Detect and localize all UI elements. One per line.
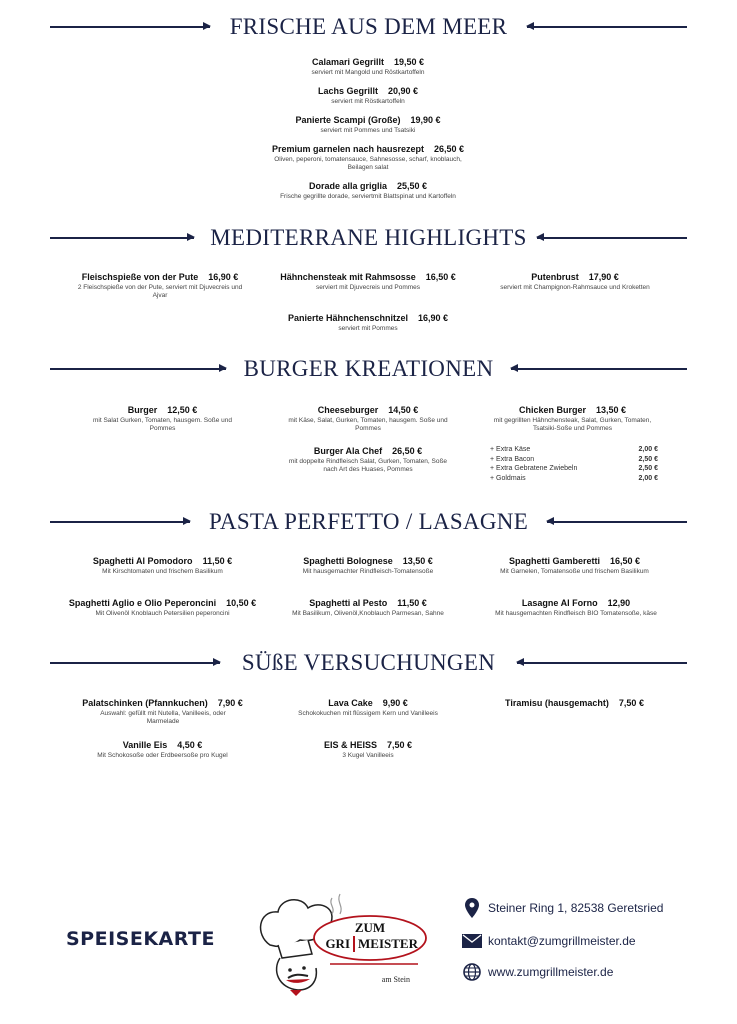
extra-row: + Goldmais 2,00 € (490, 474, 658, 482)
section-title: FRISCHE AUS DEM MEER (229, 14, 508, 39)
menu-item: Palatschinken (Pfannkuchen) 7,90 € Auswahl: gefüllt mit Nutella, Vanilleeis, oder Marmelade (82, 698, 243, 725)
menu-item: Spaghetti Al Pomodoro 11,50 € Mit Kirschtomaten und frischem Basilikum (92, 556, 233, 575)
chef-logo-icon (250, 890, 430, 1000)
contact-email (462, 931, 712, 951)
svg-text:MEISTER: MEISTER (358, 936, 418, 951)
menu-item: Cheeseburger 14,50 € mit Käse, Salat, Gurken, Tomaten, hausgem. Soße und Pommes (288, 405, 448, 432)
location-pin-icon (462, 898, 482, 918)
globe-icon (462, 962, 482, 982)
section-title: MEDITERRANE HIGHLIGHTS (210, 225, 527, 250)
extra-row: + Extra Gebratene Zwiebeln 2,50 € (490, 465, 658, 472)
extra-row: + Extra Bacon 2,50 € (490, 455, 658, 463)
section-header-mediterran (50, 223, 687, 253)
menu-item: Fleischspieße von der Pute 16,90 € 2 Fleischspieße von der Pute, serviert mit Djuvecreis und Ajvar (77, 272, 243, 299)
section-header-pasta (50, 507, 687, 537)
contact-address (462, 898, 712, 918)
speisekarte-title: SPEISEKARTE (66, 928, 215, 950)
menu-item: Panierte Hähnchenschnitzel 16,90 € serviert mit Pommes (287, 313, 449, 332)
menu-item: EIS & HEISS 7,50 € 3 Kugel Vanilleeis (323, 740, 413, 759)
menu-item: Hähnchensteak mit Rahmsosse 16,50 € serviert mit Djuvecreis und Pommes (280, 272, 456, 291)
menu-item: Chicken Burger 13,50 € mit gegrillten Hähnchensteak, Salat, Gurken, Tomaten, Tsatsiki-Soße und Pommes (493, 405, 652, 432)
menu-item: Spaghetti Bolognese 13,50 € Mit hausgemachter Rindfleisch-Tomatensoße (302, 556, 434, 575)
menu-item: Lava Cake 9,90 € Schokokuchen mit flüssigem Kern und Vanilleeis (298, 698, 438, 717)
menu-item: Lasagne Al Forno 12,90 Mit hausgemachten Rindfleisch BIO Tomatensoße, käse (495, 598, 657, 617)
menu-item: Calamari Gegrillt 19,50 € serviert mit Mangold und Röstkartoffeln (311, 57, 425, 76)
menu-item: Tiramisu (hausgemacht) 7,50 € (505, 698, 644, 708)
menu-item: Putenbrust 17,90 € serviert mit Champignon-Rahmsauce und Kroketten (500, 272, 650, 291)
menu-item: Lachs Gegrillt 20,90 € serviert mit Röstkartoffeln (317, 86, 419, 105)
menu-item: Spaghetti Gamberetti 16,50 € Mit Garnelen, Tomatensoße und frischem Basilikum (500, 556, 649, 575)
menu-item: Vanille Eis 4,50 € Mit Schokosoße oder Erdbeersoße pro Kugel (97, 740, 228, 759)
section-title: PASTA PERFETTO / LASAGNE (208, 509, 529, 534)
menu-item: Burger Ala Chef 26,50 € mit doppelte Rindfleisch Salat, Gurken, Tomaten, Soße nach Art des Huases, Pommes (288, 446, 448, 473)
menu-item: Premium garnelen nach hausrezept 26,50 € Oliven, peperoni, tomatensauce, Sahnesosse, scharf, knoblauch, Beilagen salat (271, 144, 465, 171)
section-title: BURGER KREATIONEN (243, 356, 494, 381)
svg-text:GRI: GRI (325, 936, 350, 951)
menu-item: Spaghetti Aglio e Olio Peperoncini 10,50 € Mit Olivenöl Knoblauch Petersilien peperoncini (68, 598, 257, 617)
menu-item: Dorade alla griglia 25,50 € Frische gegrillte dorade, serviertmit Blattspinat und Kartoffeln (280, 181, 456, 200)
envelope-icon (462, 931, 482, 951)
contact-web (462, 962, 712, 982)
restaurant-logo (250, 890, 430, 1000)
burger-extras-list (490, 445, 658, 483)
menu-item: Spaghetti al Pesto 11,50 € Mit Basilikum, Olivenöl,Knoblauch Parmesan, Sahne (292, 598, 444, 617)
email-link[interactable]: kontakt@zumgrillmeister.de (488, 934, 636, 948)
menu-item: Burger 12,50 € mit Salat Gurken, Tomaten, hausgem. Soße und Pommes (93, 405, 232, 432)
svg-text:ZUM: ZUM (354, 920, 386, 935)
address-text: Steiner Ring 1, 82538 Geretsried (488, 901, 664, 915)
svg-text:am Stein: am Stein (381, 975, 410, 984)
section-header-meer (50, 12, 687, 42)
section-header-burger (50, 354, 687, 384)
website-link[interactable]: www.zumgrillmeister.de (488, 965, 614, 979)
section-title: SÜßE VERSUCHUNGEN (241, 650, 496, 675)
section-header-suess (50, 648, 687, 678)
extra-row: + Extra Käse 2,00 € (490, 446, 658, 453)
menu-item: Panierte Scampi (Große) 19,90 € serviert mit Pommes und Tsatsiki (295, 115, 441, 134)
